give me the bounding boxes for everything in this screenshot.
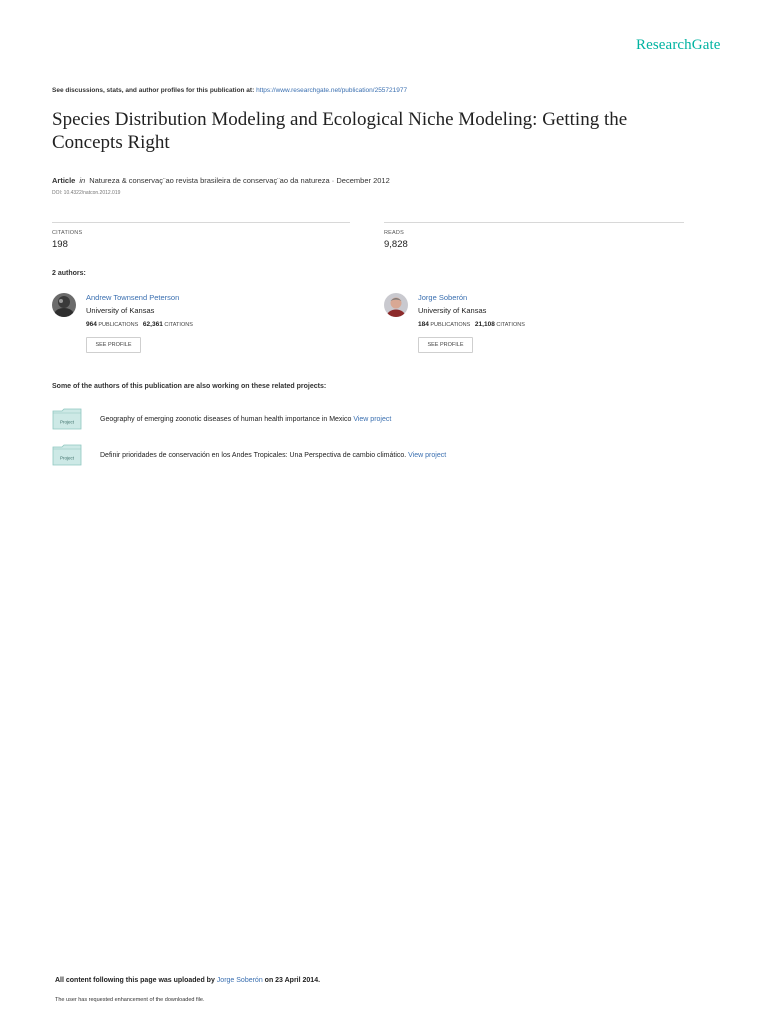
publication-title: Species Distribution Modeling and Ecological Niche Modeling: Getting the Concepts Right [52, 109, 628, 153]
author-avatar[interactable] [52, 293, 76, 317]
publications-label: PUBLICATIONS [430, 322, 471, 328]
project-folder-icon [52, 444, 82, 466]
journal-name: Natureza & conservaç¨ao revista brasileira de conservaç¨ao da natureza · December 2012 [89, 176, 390, 185]
publication-meta [52, 176, 390, 185]
reads-divider [384, 222, 684, 223]
citations-count: 198 [52, 239, 68, 250]
view-project-link[interactable]: View project [408, 452, 447, 459]
author-institution: University of Kansas [418, 306, 487, 315]
view-project-link[interactable]: View project [353, 416, 392, 423]
author-stats [418, 321, 525, 328]
author-name-link[interactable]: Andrew Townsend Peterson [86, 293, 180, 302]
doi-text: DOI: 10.4322/natcon.2012.019 [52, 190, 121, 196]
in-word: in [79, 176, 86, 185]
publication-type: Article [52, 176, 76, 185]
author-avatar[interactable] [384, 293, 408, 317]
discussion-line [52, 87, 407, 94]
project-folder-icon [52, 408, 82, 430]
project-icon-label: Project [59, 455, 75, 461]
uploader-link[interactable]: Jorge Soberón [216, 977, 263, 984]
discussion-lead: See discussions, stats, and author profiles for this publication at: [52, 87, 257, 94]
author-citations-count: 62,361 [142, 321, 163, 328]
publication-url-link[interactable]: https://www.researchgate.net/publication/255721977 [256, 87, 408, 94]
project-title: Geography of emerging zoonotic diseases of human health importance in Mexico [100, 416, 354, 423]
upload-notice [55, 977, 320, 984]
project-item [100, 416, 391, 423]
citations-label: CITATIONS [496, 322, 525, 328]
researchgate-logo[interactable]: ResearchGate [636, 37, 721, 53]
upload-date: on 23 April 2014. [262, 977, 321, 984]
author-name-link[interactable]: Jorge Soberón [418, 293, 468, 302]
citations-label: CITATIONS [164, 322, 193, 328]
author-citations-count: 21,108 [474, 321, 495, 328]
reads-count: 9,828 [384, 239, 408, 250]
authors-heading: 2 authors: [52, 270, 86, 277]
see-profile-button[interactable]: SEE PROFILE [86, 337, 141, 353]
author-publications-count: 184 [418, 321, 429, 328]
enhancement-note: The user has requested enhancement of the downloaded file. [55, 997, 205, 1003]
related-projects-heading: Some of the authors of this publication are also working on these related projects: [52, 383, 327, 390]
citations-label: CITATIONS [52, 230, 83, 236]
project-title: Definir prioridades de conservación en los Andes Tropicales: Una Perspectiva de cambio climático. [100, 452, 409, 459]
author-stats [86, 321, 193, 328]
see-profile-button[interactable]: SEE PROFILE [418, 337, 473, 353]
project-item [100, 452, 446, 459]
author-institution: University of Kansas [86, 306, 155, 315]
reads-label: READS [384, 230, 404, 236]
author-publications-count: 964 [86, 321, 97, 328]
publications-label: PUBLICATIONS [98, 322, 139, 328]
project-icon-label: Project [59, 419, 75, 425]
citations-divider [52, 222, 350, 223]
upload-lead: All content following this page was uploaded by [55, 977, 217, 984]
